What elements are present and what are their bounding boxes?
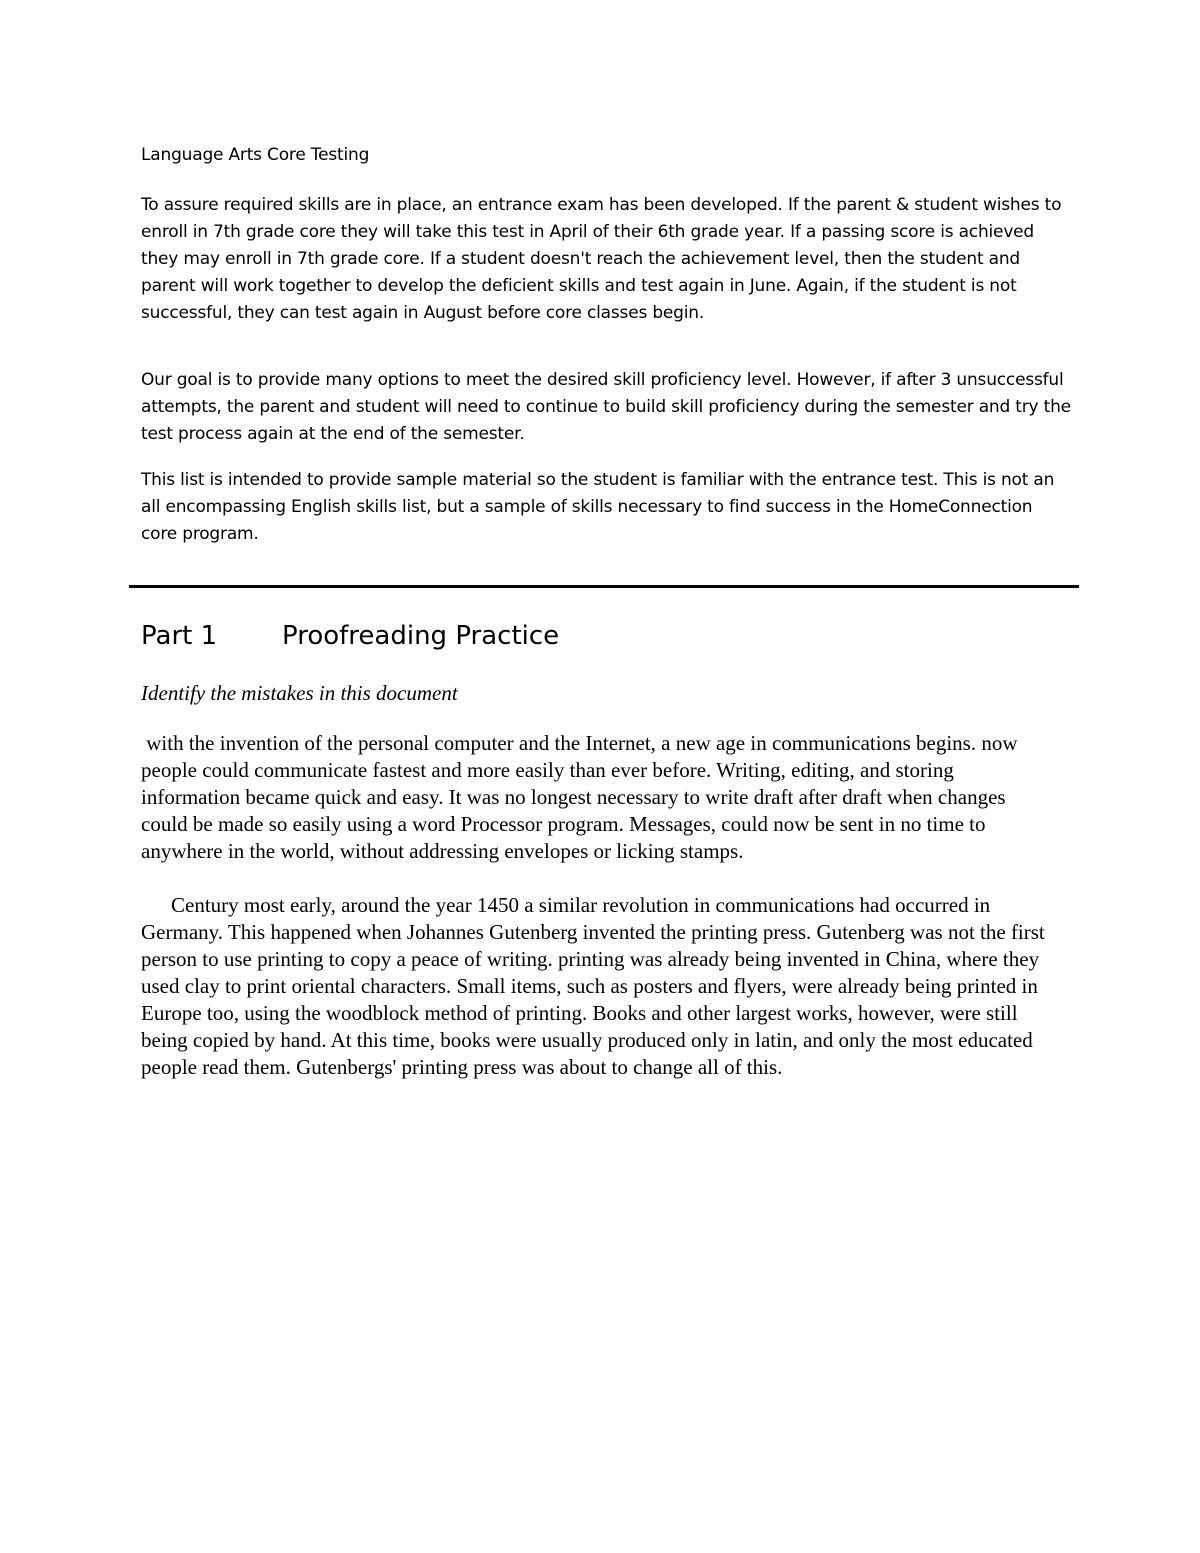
intro-paragraph-sample-list: This list is intended to provide sample material so the student is familiar with the entrance test. This is not an all encompassing English skills list, but a sample of skills necessary to find success in the HomeConnection core program. <box>141 470 1055 544</box>
document-title: Language Arts Core Testing <box>141 145 370 165</box>
exercise-paragraph-computer: with the invention of the personal computer and the Internet, a new age in communications begins. now people could communicate fastest and more easily than ever before. Writing, editing, and storing information became quick and easy. It was no longest necessary to write draft after draft when changes could be made so easily using a word Processor program. Messages, could now be sent in no time to anywhere in the world, without addressing envelopes or licking stamps. <box>141 731 1023 863</box>
exercise-paragraph-gutenberg: Century most early, around the year 1450 a similar revolution in communications had occurred in Germany. This happened when Johannes Gutenberg invented the printing press. Gutenberg was not the first person to use printing to copy a peace of writing. printing was already being invented in China, where they used clay to print oriental characters. Small items, such as posters and flyers, were already being printed in Europe too, using the woodblock method of printing. Books and other largest works, however, were still being copied by hand. At this time, books were usually produced only in latin, and only the most educated people read them. Gutenbergs' printing press was about to change all of this. <box>141 893 1045 1079</box>
section-divider <box>129 585 1079 588</box>
intro-paragraph-goal: Our goal is to provide many options to meet the desired skill proficiency level. However, if after 3 unsuccessful attempts, the parent and student will need to continue to build skill proficiency during the semester and try the test process again at the end of the semester. <box>141 370 1071 444</box>
part-heading <box>141 618 559 654</box>
part-instruction: Identify the mistakes in this document <box>141 681 458 705</box>
part-title: Proofreading Practice <box>282 621 560 651</box>
part-number: Part 1 <box>141 621 218 651</box>
intro-paragraph-enrollment: To assure required skills are in place, an entrance exam has been developed. If the parent & student wishes to enroll in 7th grade core they will take this test in April of their 6th grade year. If a passing score is achieved they may enroll in 7th grade core. If a student doesn't reach the achievement level, then the student and parent will work together to develop the deficient skills and test again in June. Again, if the student is not successful, they can test again in August before core classes begin. <box>141 195 1062 323</box>
